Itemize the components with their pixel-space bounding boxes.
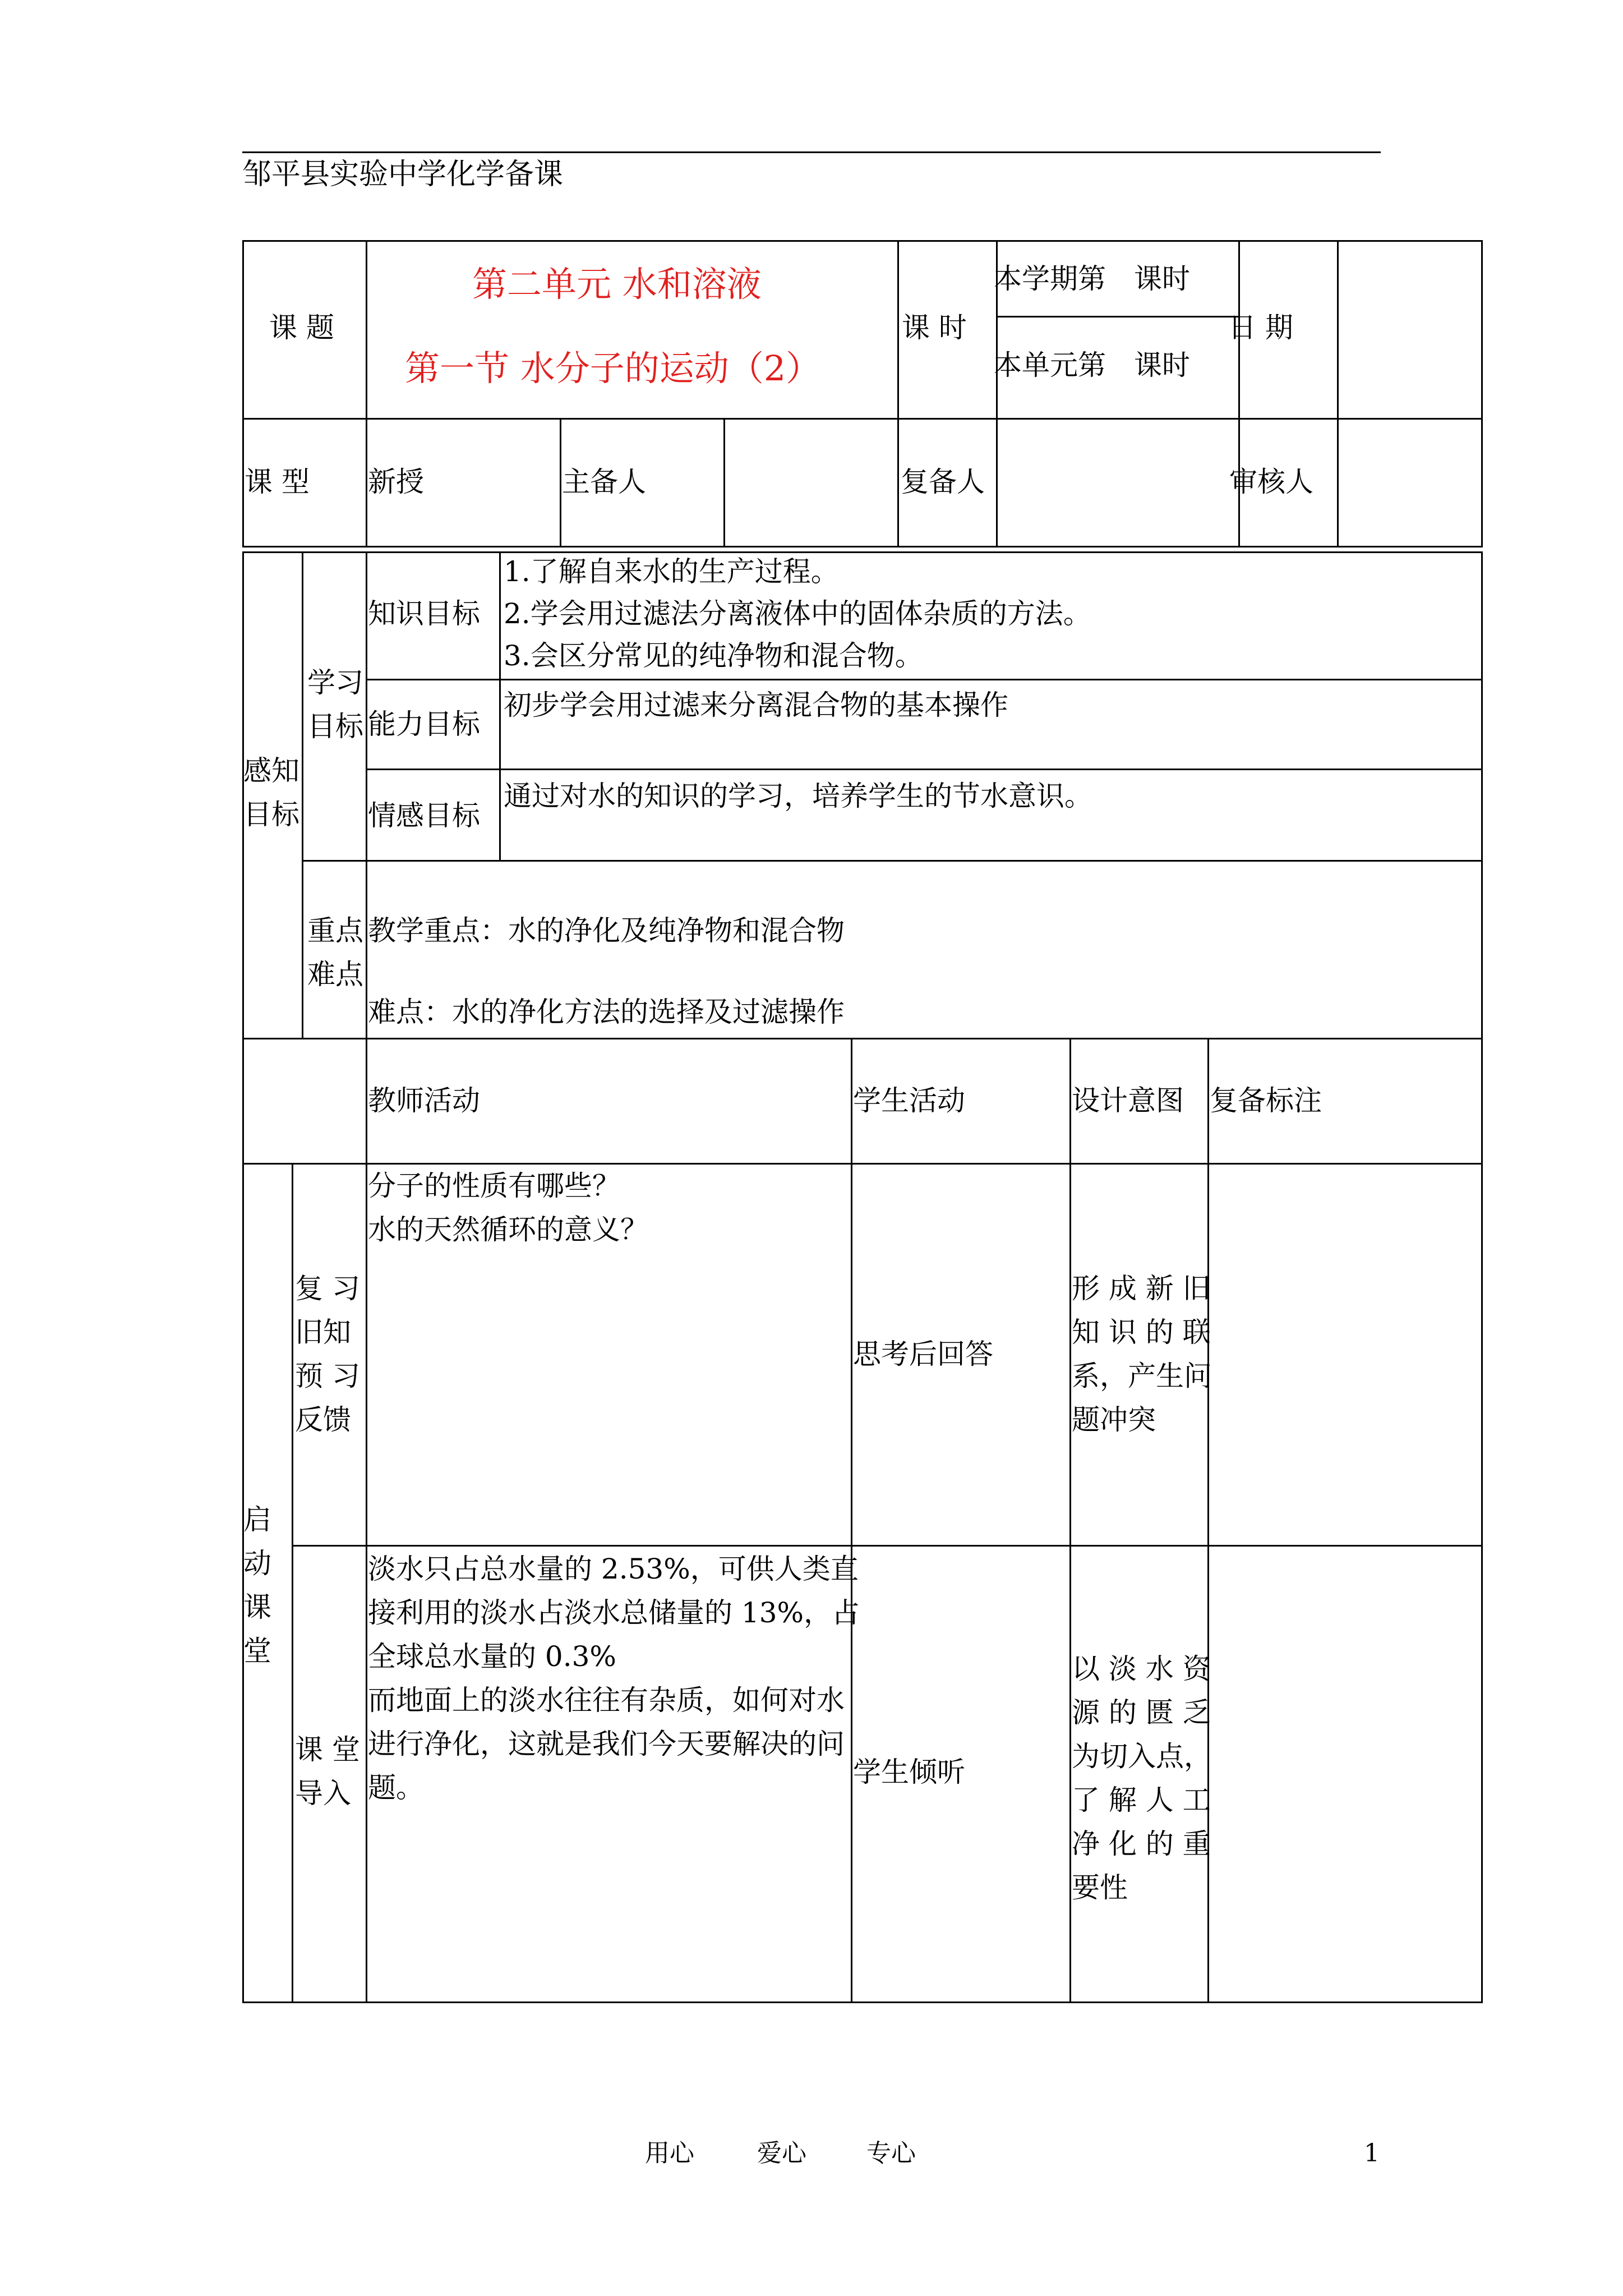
period-label: 课 时 — [902, 311, 967, 344]
topic-label: 课 题 — [269, 311, 334, 344]
lesson-type-label: 课 型 — [245, 466, 310, 498]
table-border-top — [242, 240, 1483, 242]
table-rule — [302, 551, 303, 1038]
lesson-type-value: 新授 — [368, 466, 424, 498]
student-activity-header: 学生活动 — [853, 1084, 965, 1117]
table-rule — [499, 551, 501, 860]
table-rule — [1337, 240, 1339, 546]
table-rule — [366, 240, 367, 546]
review-design-line: 形 成 新 旧 — [1072, 1272, 1211, 1305]
intro-label: 导入 — [295, 1777, 351, 1810]
emotion-goal-label: 情感目标 — [368, 799, 480, 832]
review-teacher-line: 分子的性质有哪些？ — [368, 1170, 620, 1202]
review-teacher-line: 水的天然循环的意义？ — [368, 1213, 648, 1246]
table-rule — [851, 1038, 852, 2003]
key-difficulty-label: 重点 — [307, 914, 363, 947]
intro-design-line: 源 的 匮 乏 — [1072, 1696, 1211, 1729]
review-label: 反馈 — [295, 1404, 351, 1436]
footer-motto: 专心 — [866, 2139, 916, 2168]
section-title: 第一节 水分子的运动（2） — [405, 348, 821, 389]
review-label: 预 习 — [295, 1360, 360, 1392]
table-rule — [996, 316, 1238, 318]
unit-title: 第二单元 水和溶液 — [472, 264, 762, 305]
table-rule — [292, 1163, 293, 2003]
learning-goal-label: 目标 — [307, 710, 363, 743]
table-border-right — [1481, 551, 1483, 1038]
key-point-text: 教学重点：水的净化及纯净物和混合物 — [368, 914, 845, 947]
intro-design-line: 净 化 的 重 — [1072, 1828, 1211, 1860]
phase-label: 启 — [243, 1503, 271, 1536]
review-label: 旧知 — [295, 1316, 351, 1349]
knowledge-goal-label: 知识目标 — [368, 597, 480, 630]
table-rule — [897, 240, 899, 546]
review-label: 复 习 — [295, 1272, 360, 1305]
intro-design-line: 了 解 人 工 — [1072, 1784, 1211, 1816]
table-rule — [560, 418, 561, 546]
intro-student-text: 学生倾听 — [853, 1756, 965, 1788]
date-label: 日 期 — [1228, 311, 1293, 344]
table-border-bottom — [242, 2001, 1483, 2003]
table-rule — [302, 860, 1483, 862]
phase-label: 堂 — [243, 1635, 271, 1667]
review-design-line: 知 识 的 联 — [1072, 1316, 1211, 1349]
table-border-right — [1481, 1038, 1483, 2003]
phase-label: 动 — [243, 1547, 271, 1580]
intro-design-line: 为切入点， — [1072, 1740, 1212, 1773]
knowledge-item: 1.了解自来水的生产过程。 — [504, 555, 839, 588]
phase-label: 课 — [243, 1591, 271, 1623]
footer-motto: 爱心 — [757, 2139, 806, 2168]
learning-goal-label: 学习 — [307, 666, 363, 699]
review-student-text: 思考后回答 — [853, 1338, 993, 1370]
intro-teacher-line: 全球总水量的 0.3% — [368, 1640, 616, 1673]
table-rule — [366, 679, 1483, 680]
intro-teacher-line: 接利用的淡水占淡水总储量的 13%，占 — [368, 1596, 860, 1629]
intro-teacher-line: 进行净化，这就是我们今天要解决的问 — [368, 1728, 845, 1760]
review-notes-header: 复备标注 — [1210, 1084, 1322, 1117]
intro-teacher-line: 题。 — [368, 1772, 424, 1804]
re-preparer-label: 复备人 — [901, 466, 985, 498]
intro-label: 课 堂 — [295, 1733, 360, 1766]
table-rule — [366, 769, 1483, 770]
table-rule — [242, 546, 1483, 547]
table-rule — [366, 551, 367, 1038]
table-border-right — [1481, 240, 1483, 546]
knowledge-item: 3.会区分常见的纯净物和混合物。 — [504, 639, 923, 672]
table-rule — [723, 418, 725, 546]
review-design-line: 题冲突 — [1072, 1404, 1156, 1436]
table-rule — [242, 1038, 1483, 1039]
design-intent-header: 设计意图 — [1072, 1084, 1184, 1117]
intro-teacher-line: 淡水只占总水量的 2.53%，可供人类直 — [368, 1553, 859, 1585]
table-rule — [366, 1038, 367, 2003]
table-border-left — [242, 240, 244, 546]
emotion-goal-text: 通过对水的知识的学习，培养学生的节水意识。 — [504, 780, 1092, 812]
intro-design-line: 要性 — [1072, 1871, 1128, 1904]
intro-teacher-line: 而地面上的淡水往往有杂质，如何对水 — [368, 1684, 845, 1717]
footer-motto: 用心 — [645, 2139, 694, 2168]
main-preparer-label: 主备人 — [562, 466, 646, 498]
perception-goal-label: 目标 — [243, 798, 299, 831]
key-difficulty-label: 难点 — [307, 958, 363, 991]
teacher-activity-header: 教师活动 — [368, 1084, 480, 1117]
difficulty-text: 难点：水的净化方法的选择及过滤操作 — [368, 996, 845, 1028]
page-number: 1 — [1364, 2139, 1380, 2168]
review-design-line: 系，产生问 — [1072, 1360, 1212, 1392]
table-rule — [1069, 1038, 1071, 2003]
knowledge-item: 2.学会用过滤法分离液体中的固体杂质的方法。 — [504, 597, 1091, 630]
period-unit: 本单元第 课时 — [994, 349, 1190, 381]
table-rule — [242, 418, 1483, 420]
period-semester: 本学期第 课时 — [994, 263, 1190, 295]
ability-goal-text: 初步学会用过滤来分离混合物的基本操作 — [504, 689, 1008, 721]
intro-design-line: 以 淡 水 资 — [1072, 1653, 1211, 1685]
reviewer-label: 审核人 — [1229, 466, 1313, 498]
table-rule — [292, 1545, 1483, 1547]
school-header: 邹平县实验中学化学备课 — [242, 158, 564, 191]
header-rule — [242, 151, 1381, 153]
table-rule — [242, 551, 1483, 553]
ability-goal-label: 能力目标 — [368, 708, 480, 740]
perception-goal-label: 感知 — [243, 754, 299, 787]
